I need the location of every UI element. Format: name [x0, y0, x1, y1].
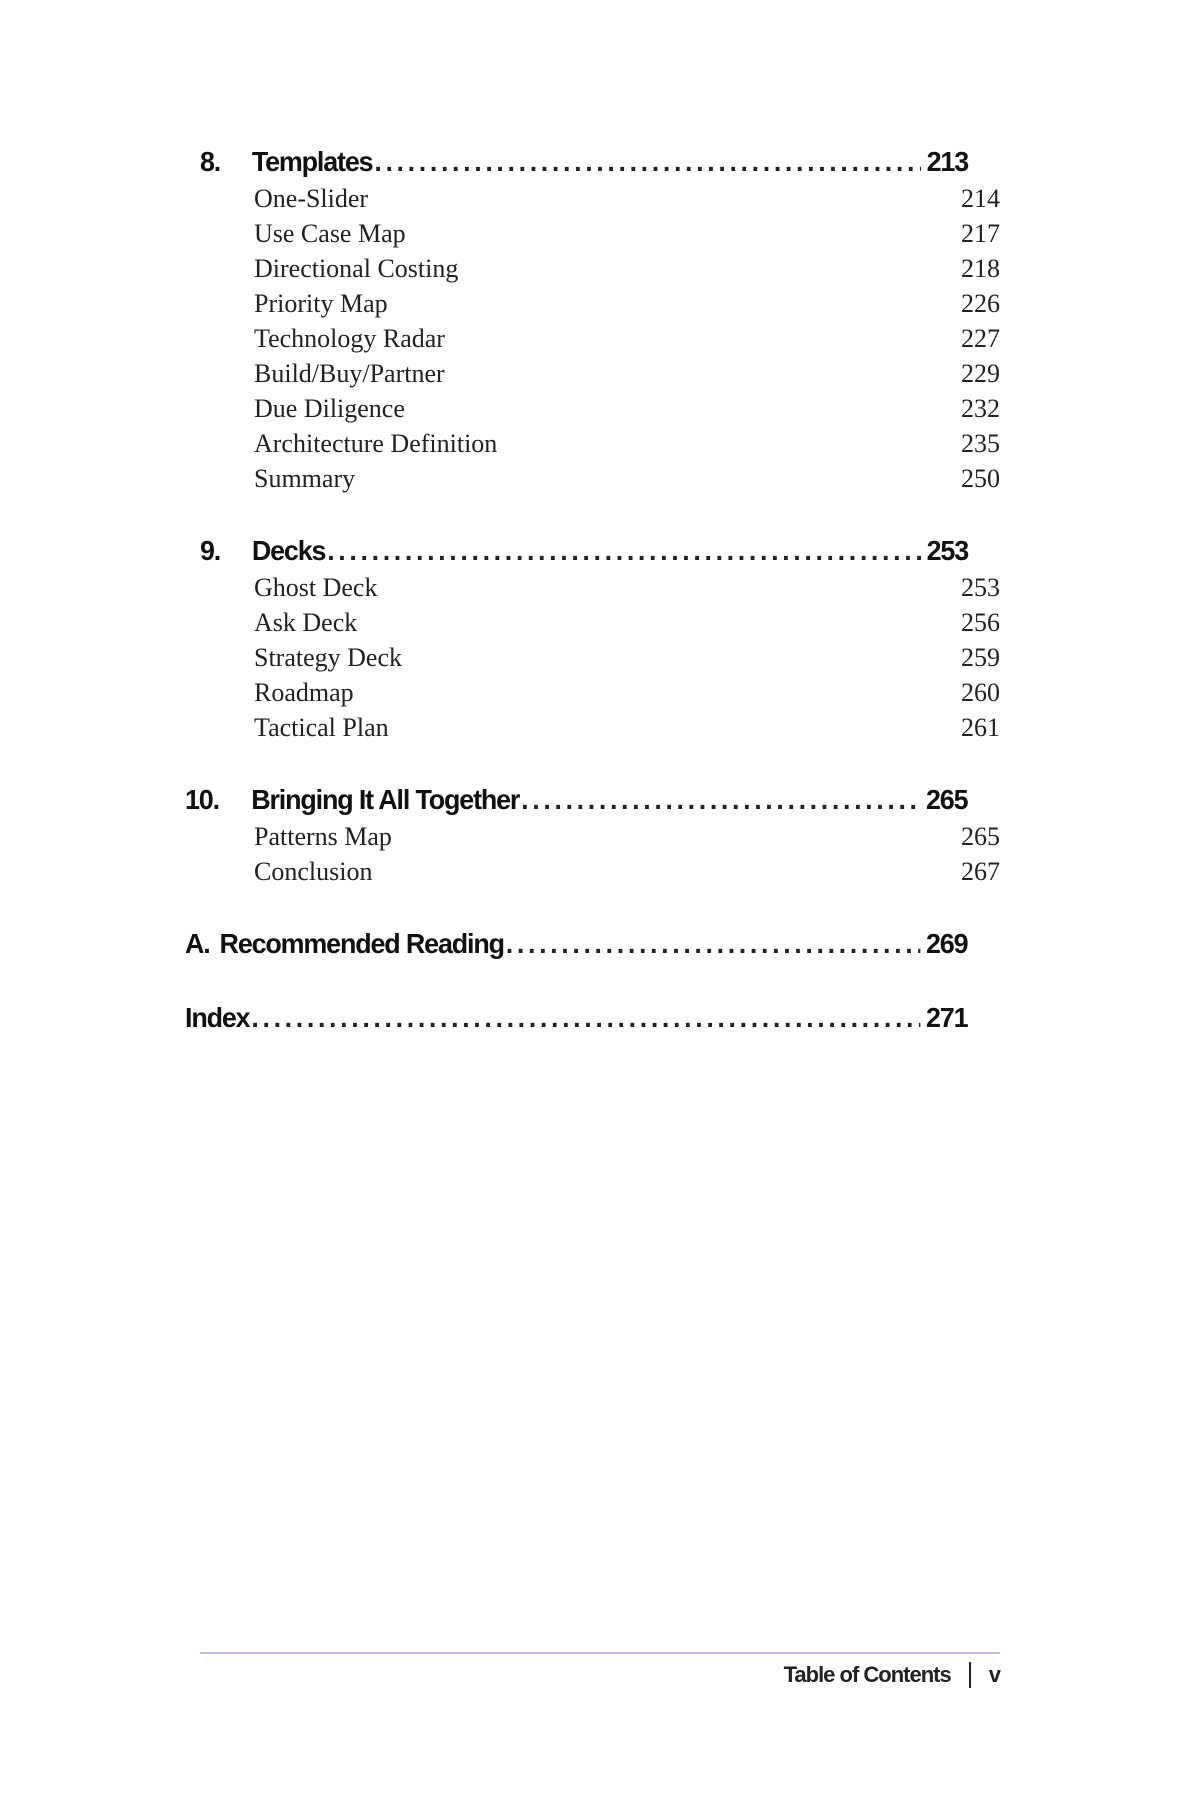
entry-title: Due Diligence — [254, 394, 405, 423]
entry-title: Strategy Deck — [254, 643, 403, 672]
chapter-heading[interactable] — [200, 146, 968, 184]
entry-page: 256 — [961, 608, 1000, 637]
toc-entry[interactable] — [200, 289, 1000, 324]
entry-title: Summary — [254, 464, 356, 493]
entry-title: Roadmap — [254, 678, 354, 707]
entry-title: Priority Map — [254, 289, 388, 318]
footer-divider — [969, 1662, 971, 1688]
toc-entry[interactable] — [200, 219, 1000, 254]
entry-title: Directional Costing — [254, 254, 459, 283]
entry-page: 229 — [961, 359, 1000, 388]
page-number: v — [988, 1662, 1000, 1687]
entry-page: 260 — [961, 678, 1000, 707]
chapter-8 — [200, 146, 1000, 499]
chapter-9 — [200, 535, 1000, 748]
chapter-title: Recommended Reading — [219, 928, 504, 959]
entry-page: 226 — [961, 289, 1000, 318]
appendix-a — [185, 928, 1000, 966]
chapter-page: 269 — [926, 928, 968, 959]
dot-leader — [521, 784, 920, 816]
chapter-title: Bringing It All Together — [251, 784, 520, 815]
chapter-page: 271 — [926, 1002, 968, 1033]
entry-page: 217 — [961, 219, 1000, 248]
entry-page: 265 — [961, 822, 1000, 851]
dot-leader — [374, 146, 920, 178]
toc-entry[interactable] — [200, 573, 1000, 608]
chapter-title: Decks — [251, 535, 326, 566]
entry-title: Ghost Deck — [254, 573, 378, 602]
entry-page: 227 — [961, 324, 1000, 353]
entry-page: 214 — [961, 184, 1000, 213]
toc-entry[interactable] — [200, 254, 1000, 289]
toc-entry[interactable] — [200, 324, 1000, 359]
entry-page: 250 — [961, 464, 1000, 493]
toc-entry[interactable] — [200, 678, 1000, 713]
table-of-contents — [185, 146, 1000, 1076]
dot-leader — [251, 1002, 920, 1034]
toc-entry[interactable] — [200, 359, 1000, 394]
entry-title: Build/Buy/Partner — [254, 359, 445, 388]
entry-page: 218 — [961, 254, 1000, 283]
chapter-number: 9. — [200, 535, 221, 566]
chapter-heading[interactable] — [185, 1002, 967, 1040]
toc-entry[interactable] — [200, 184, 1000, 219]
entry-page: 261 — [961, 713, 1000, 742]
chapter-title: Index — [185, 1002, 250, 1033]
dot-leader — [327, 535, 921, 567]
entry-title: Conclusion — [254, 857, 373, 886]
chapter-heading[interactable] — [185, 928, 967, 966]
index-entry — [185, 1002, 1000, 1040]
toc-entry[interactable] — [200, 822, 1000, 857]
toc-entry[interactable] — [200, 394, 1000, 429]
chapter-heading[interactable] — [185, 784, 967, 822]
chapter-number: 8. — [200, 146, 221, 177]
chapter-title: Templates — [251, 146, 373, 177]
entry-title: Patterns Map — [254, 822, 392, 851]
chapter-number: 10. — [185, 784, 219, 815]
entry-title: Use Case Map — [254, 219, 406, 248]
toc-entry[interactable] — [200, 857, 1000, 892]
entry-title: Ask Deck — [254, 608, 358, 637]
chapter-page: 265 — [926, 784, 968, 815]
chapter-page: 213 — [926, 146, 968, 177]
entry-page: 235 — [961, 429, 1000, 458]
chapter-page: 253 — [926, 535, 968, 566]
entry-title: Tactical Plan — [254, 713, 389, 742]
entry-page: 259 — [961, 643, 1000, 672]
entry-page: 253 — [961, 573, 1000, 602]
toc-entry[interactable] — [200, 608, 1000, 643]
footer-label: Table of Contents — [783, 1662, 951, 1687]
dot-leader — [506, 928, 920, 960]
entry-title: One-Slider — [254, 184, 369, 213]
entry-title: Technology Radar — [254, 324, 445, 353]
chapter-heading[interactable] — [200, 535, 968, 573]
toc-entry[interactable] — [200, 643, 1000, 678]
chapter-10 — [185, 784, 1000, 892]
toc-entry[interactable] — [200, 464, 1000, 499]
chapter-number: A. — [185, 928, 210, 959]
entry-page: 267 — [961, 857, 1000, 886]
entry-title: Architecture Definition — [254, 429, 498, 458]
page-footer — [784, 1662, 1000, 1688]
toc-entry[interactable] — [200, 429, 1000, 464]
toc-entry[interactable] — [200, 713, 1000, 748]
footer-rule — [200, 1652, 1000, 1654]
entry-page: 232 — [961, 394, 1000, 423]
